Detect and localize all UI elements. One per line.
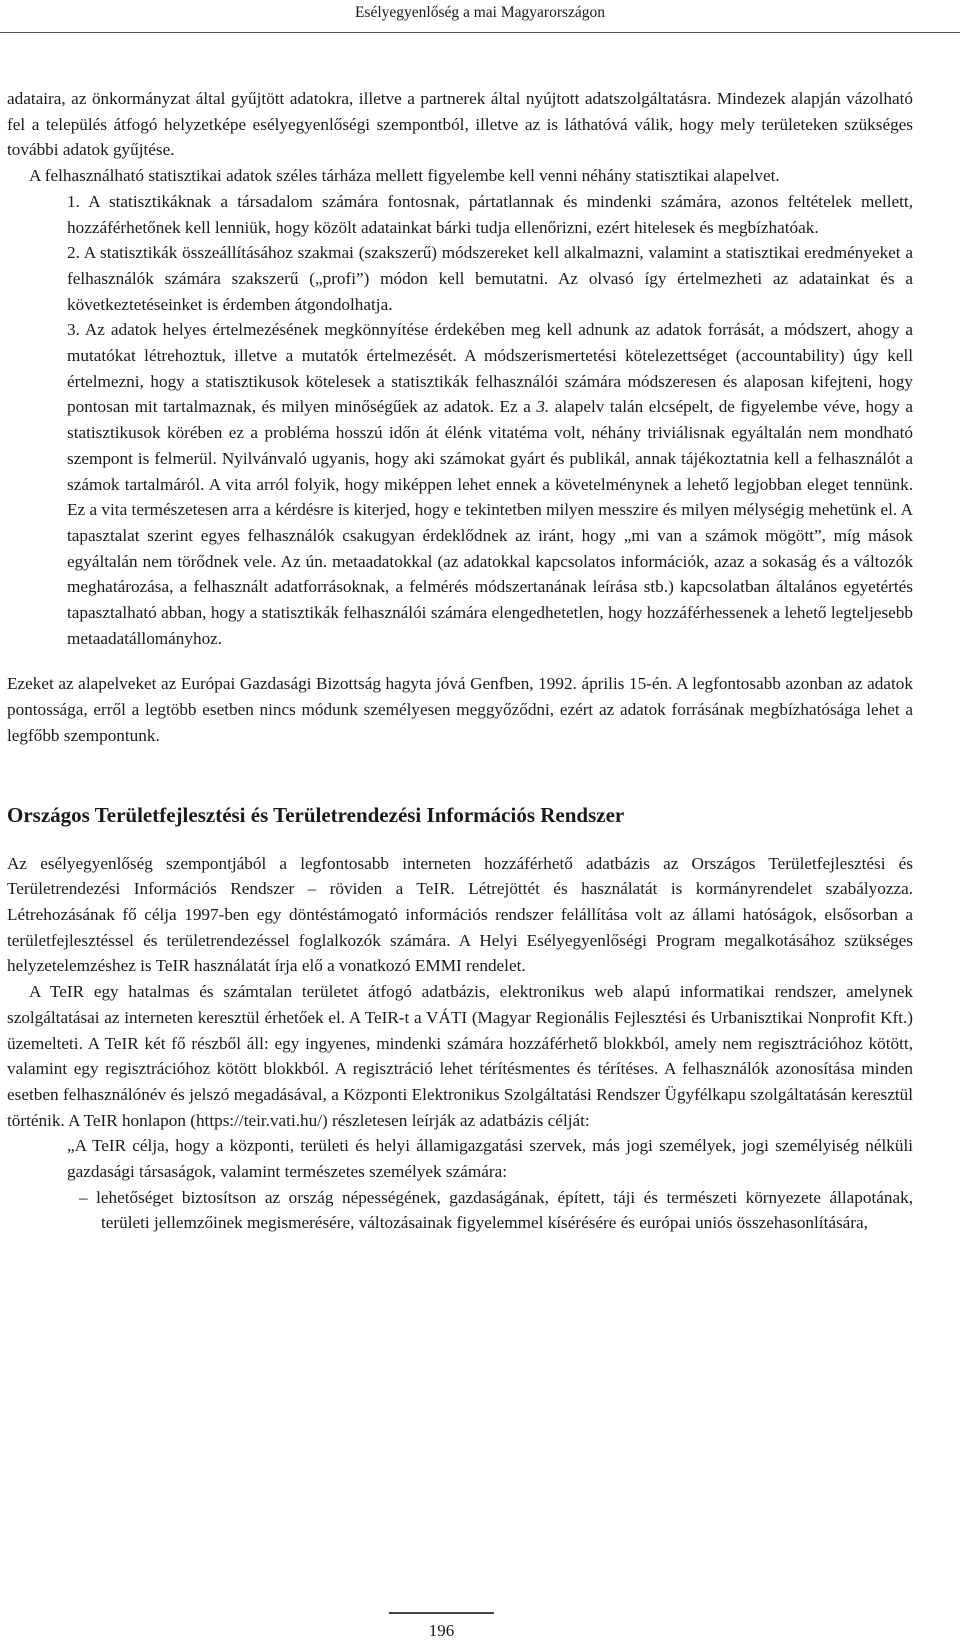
- principle-3: [7, 317, 913, 651]
- section-title: Országos Területfejlesztési és Területrendezési Információs Rendszer: [7, 802, 625, 827]
- footer-rule: [389, 1612, 494, 1614]
- page-body: [7, 86, 913, 1236]
- paragraph-teir-2: A TeIR egy hatalmas és számtalan területet átfogó adatbázis, elektronikus web alapú informatikai rendszer, amelynek szolgáltatásai az interneten keresztül érhetőek el. A TeIR-t a VÁTI (Magyar Regionális Fejlesztési és Urbanisztikai Nonprofit Kft.) üzemelteti. A TeIR két fő részből áll: egy ingyenes, mindenki számára hozzáférhető blokkból, amely nem regisztrációhoz kötött, valamint egy regisztrációhoz kötött blokkból. A regisztráció lehet térítésmentes és térítéses. A felhasználók azonosítása minden esetben felhasználónév és jelszó megadásával, a Központi Elektronikus Szolgáltatási Rendszer Ügyfélkapu szolgáltatásán keresztül történik. A TeIR honlapon (https://teir.vati.hu/) részletesen leírják az adatbázis célját:: [7, 982, 913, 1130]
- principle-3-italic: 3.: [536, 397, 550, 417]
- running-title: Esélyegyenlőség a mai Magyarországon: [354, 4, 606, 21]
- principle-3-text-a: 3. Az adatok helyes értelmezésének megkönnyítése érdekében meg kell adnunk az adatok forrását, a módszert, ahogy a mutatókat létrehoztuk, illetve a mutatók értelmezését. A módszerismertetési kötelezettséget (accountability) úgy kell értelmezni, hogy a statisztikusok kötelesek a statisztikák felhasználói számára módszeresen és alaposan kifejteni, hogy pontosan mit tartalmaznak, és milyen minőségűek az adatok. Ez a: [67, 320, 913, 417]
- principle-3-text-b: alapelv talán elcsépelt, de figyelembe véve, hogy a statisztikusok körében ez a probléma hosszú időn át élénk vitatéma volt, néhány triviálisnak egyáltalán nem mondható szempont is felmerül. Nyilvánvaló ugyanis, hogy aki számokat gyárt és publikál, annak tájékoztatnia kell a felhasználót a számok tartalmáról. A vita arról folyik, hogy miképpen lehet ennek a követelménynek a lehető legjobban eleget tennünk. Ez a vita természetesen arra a kérdésre is kiterjed, hogy e tekintetben milyen messzire és milyen mélységig mehetünk el. A tapasztalat szerint egyes felhasználók csakugyan érdeklődnek az iránt, hogy „mi van a számok mögött”, míg mások egyáltalán nem törődnek vele. Az ún. metaadatokkal (az adatokkal kapcsolatos információk, azaz a sokaság és a változók meghatározása, a felhasznált adatforrásoknak, a felmérés módszertanának leírása stb.) kapcsolatban általános egyetértés tapasztalható abban, hogy a statisztikák felhasználói számára elengedhetetlen, hogy hozzáférhessenek a lehető legteljesebb metaadatállományhoz.: [67, 397, 913, 648]
- dash-list-item: – lehetőséget biztosítson az ország népességének, gazdaságának, épített, táji és természeti környezete állapotának, területi jellemzőinek megismerésére, változásainak figyelemmel kísérésére és európai uniós összehasonlítására,: [79, 1187, 913, 1233]
- paragraph-teir-1: Az esélyegyenlőség szempontjából a legfontosabb interneten hozzáférhető adatbázis az Országos Területfejlesztési és Területrendezési Információs Rendszer – röviden a TeIR. Létrejöttét és használatát is kormányrendelet szabályozza. Létrehozásának fő célja 1997-ben egy döntéstámogató információs rendszer felállítása volt az állami hatóságok, elsősorban a területfejlesztéssel és területrendezéssel foglalkozók számára. A Helyi Esélyegyenlőségi Program megalkotásához szükséges helyzetelemzéshez is TeIR használatát írja elő a vonatkozó EMMI rendelet.: [7, 853, 913, 976]
- paragraph-genf: Ezeket az alapelveket az Európai Gazdasági Bizottság hagyta jóvá Genfben, 1992. április 15-én. A legfontosabb azonban az adatok pontossága, erről a legtöbb esetben nincs módunk személyesen meggyőződni, ezért az adatok forrásának megbízhatósága lehet a legfőbb szempontunk.: [7, 674, 913, 745]
- principle-2: 2. A statisztikák összeállításához szakmai (szakszerű) módszereket kell alkalmazni, valamint a statisztikai eredményeket a felhasználók számára szakszerű („profi”) módon kell bemutatni. Az olvasó így értelmezheti az adatainkat és a következtetéseinket is érdemben átgondolhatja.: [67, 243, 913, 314]
- quote-teir-goal: „A TeIR célja, hogy a központi, területi és helyi államigazgatási szervek, más jogi személyek, jogi személyiség nélküli gazdasági társaságok, valamint természetes személyek számára:: [67, 1136, 913, 1182]
- paragraph-principles-lead: A felhasználható statisztikai adatok széles tárháza mellett figyelembe kell venni néhány statisztikai alapelvet.: [29, 166, 780, 186]
- paragraph-intro: adataira, az önkormányzat által gyűjtött adatokra, illetve a partnerek által nyújtott adatszolgáltatásra. Mindezek alapján vázolható fel a település átfogó helyzetképe esélyegyenlőségi szempontból, illetve az is láthatóvá válik, hogy mely területeken szükséges további adatok gyűjtése.: [7, 89, 913, 160]
- principle-1: 1. A statisztikáknak a társadalom számára fontosnak, pártatlannak és mindenki számára, azonos feltételek mellett, hozzáférhetőnek kell lenniük, hogy közölt adatainkat bárki tudja ellenőrizni, ezért hitelesek és megbízhatóak.: [67, 191, 913, 237]
- page-number: 196: [428, 1621, 455, 1640]
- running-head: [0, 0, 960, 33]
